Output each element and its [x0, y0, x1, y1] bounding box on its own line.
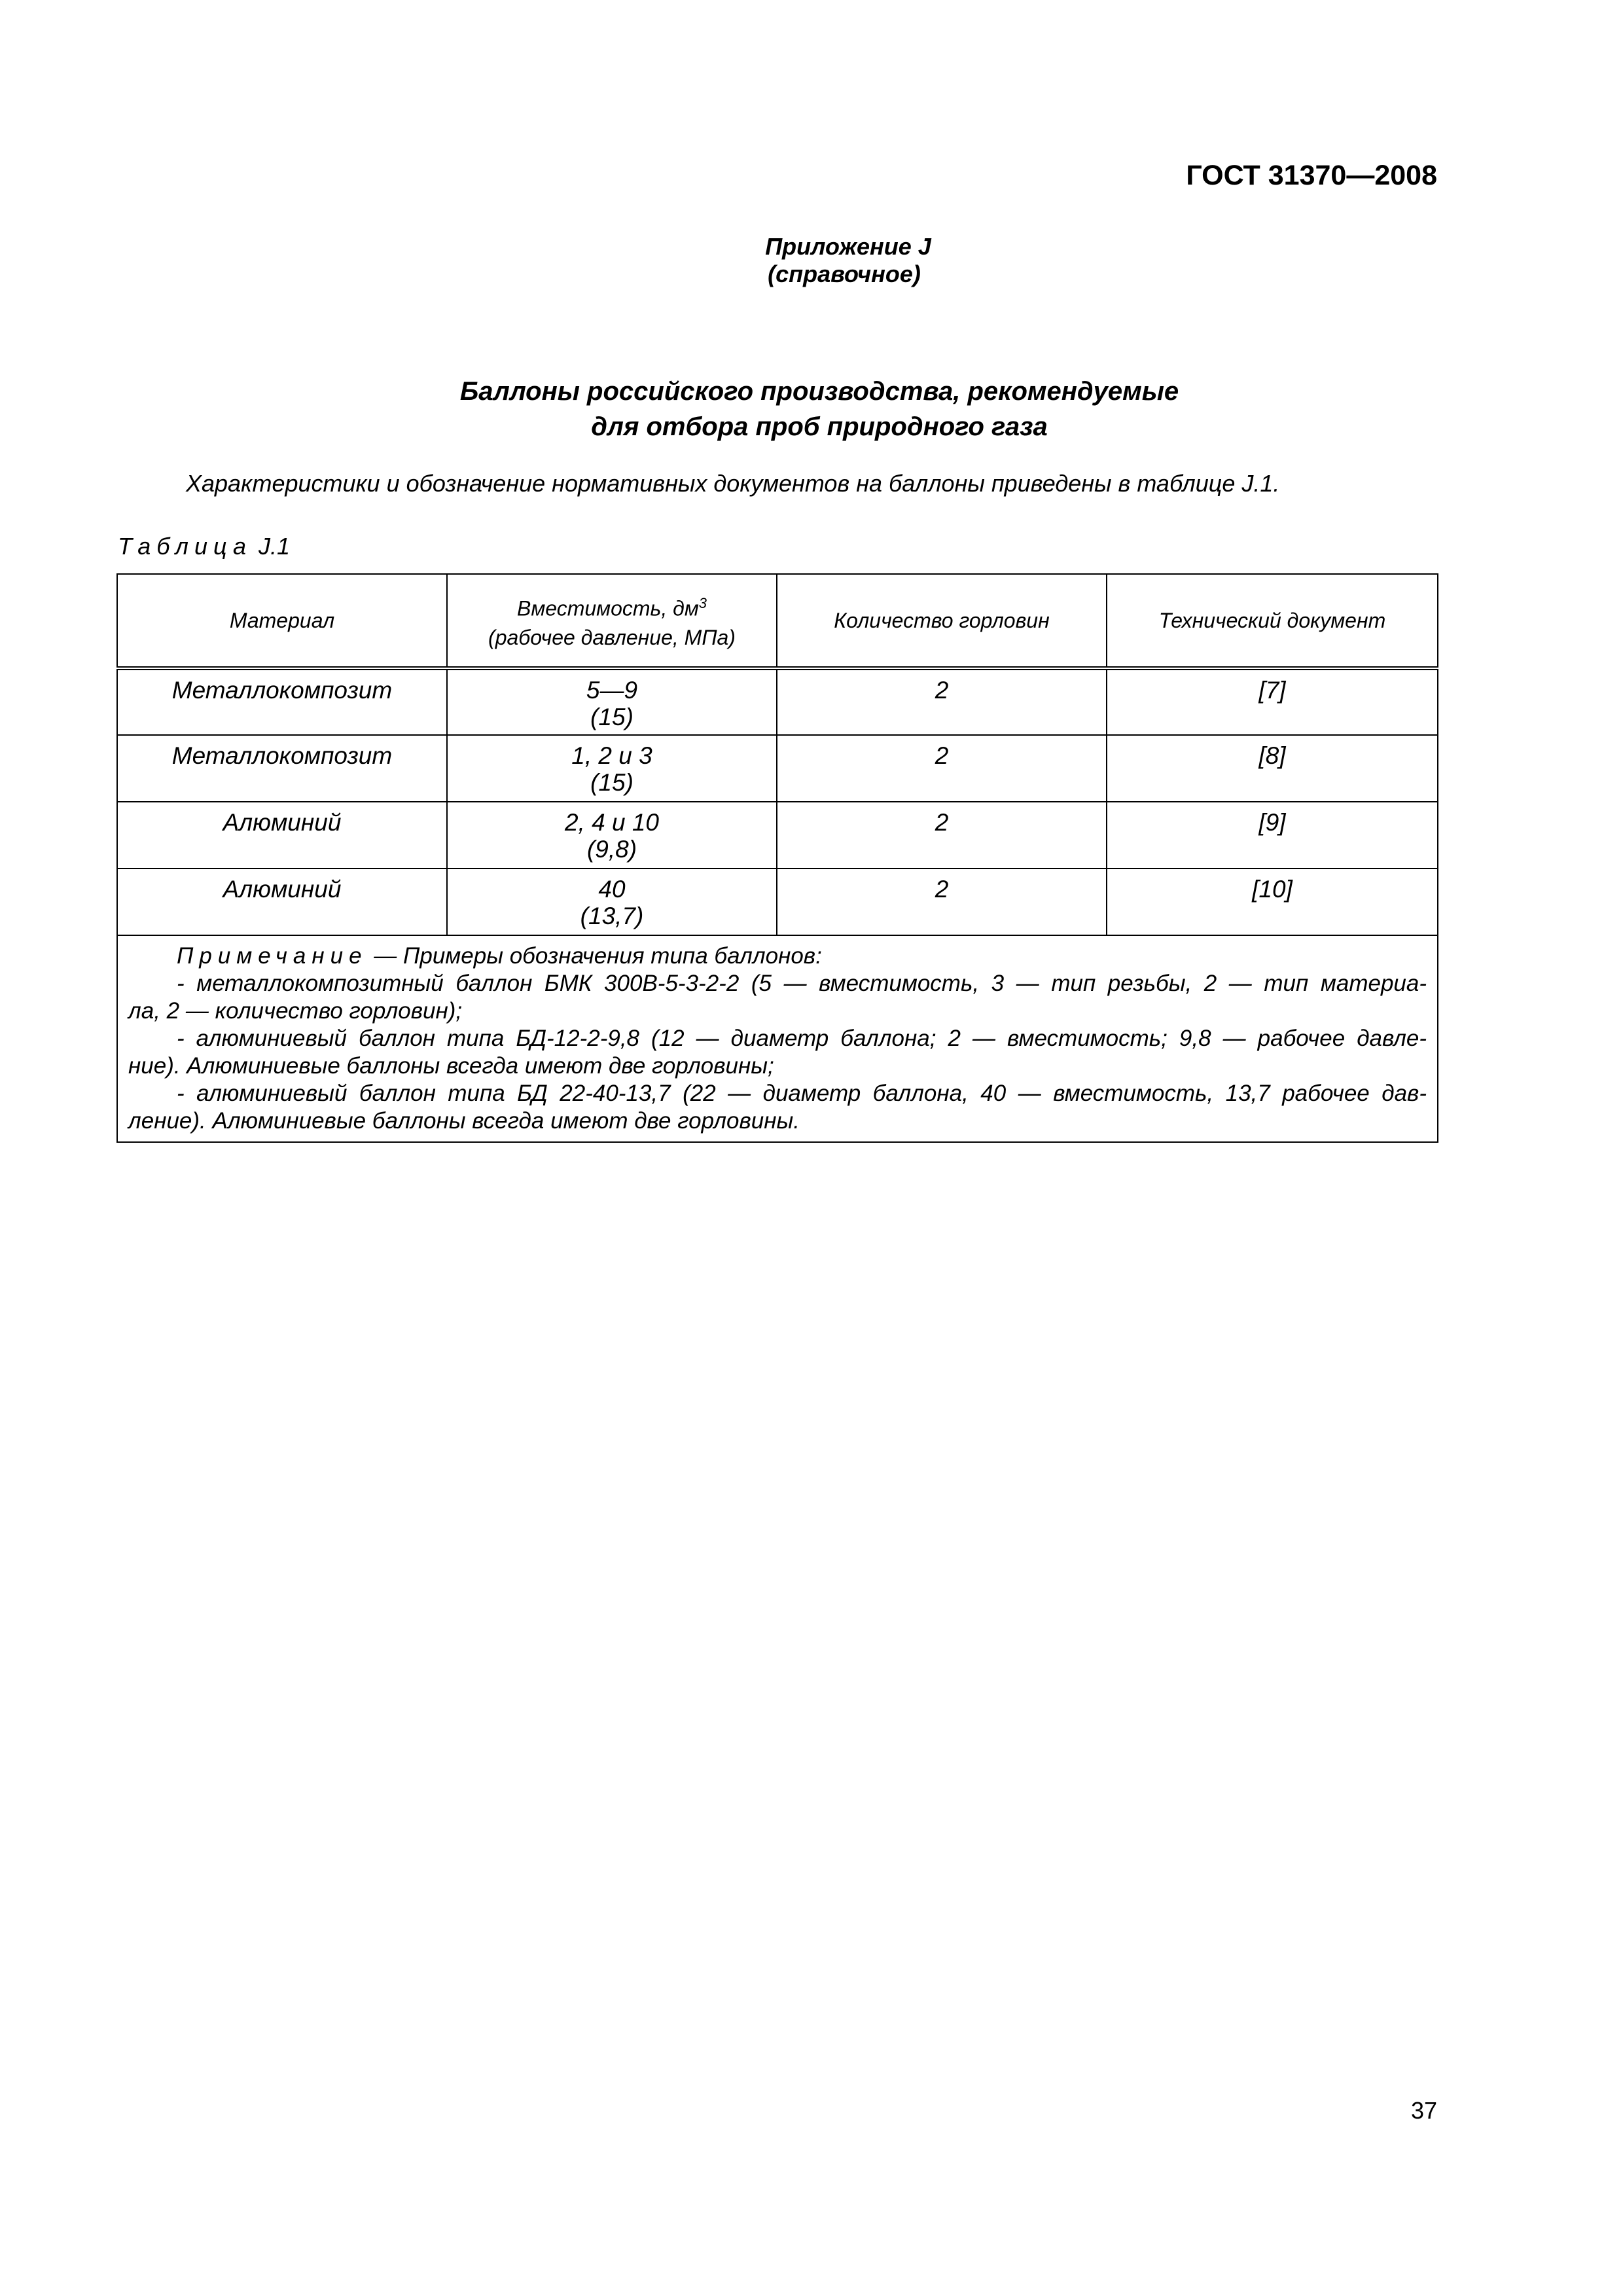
- cell-capacity-value: 5—9: [586, 677, 638, 704]
- note-intro: — Примеры обозначения типа баллонов:: [367, 943, 822, 969]
- cylinders-table: [116, 573, 1438, 1143]
- table-row: [117, 668, 1438, 735]
- note-item-1-line-2: ла, 2 — количество горловин);: [128, 998, 463, 1024]
- cell-necks: 2: [777, 668, 1107, 735]
- table-note-row: [117, 935, 1438, 1142]
- cell-capacity: [447, 869, 777, 935]
- cell-pressure-value: (15): [590, 704, 633, 730]
- cell-document: [10]: [1107, 869, 1438, 935]
- cell-capacity-value: 40: [598, 876, 626, 903]
- header-capacity-superscript: 3: [698, 595, 707, 612]
- table-row: [117, 735, 1438, 802]
- table-note: [117, 935, 1438, 1142]
- cell-necks: 2: [777, 802, 1107, 869]
- table-caption-number: J.1: [259, 533, 291, 560]
- table-row: [117, 869, 1438, 935]
- cell-material: Металлокомпозит: [117, 735, 447, 802]
- cell-material: Алюминий: [117, 869, 447, 935]
- header-necks: Количество горловин: [777, 574, 1107, 668]
- table-row: [117, 802, 1438, 869]
- intro-paragraph: Характеристики и обозначение нормативных документов на баллоны приведены в таблице J.1.: [186, 470, 1280, 497]
- cell-material: Алюминий: [117, 802, 447, 869]
- document-code: ГОСТ 31370—2008: [1186, 160, 1437, 191]
- appendix-title: Приложение J: [765, 233, 931, 260]
- table-caption-word: Таблица: [118, 533, 253, 560]
- note-item-1-line-1: - металлокомпозитный баллон БМК 300В-5-3-2-2 (5 — вместимость, 3 — тип резьбы, 2 — тип материа-: [177, 971, 1427, 996]
- table-header-row: [117, 574, 1438, 668]
- cell-pressure-value: (13,7): [580, 903, 644, 929]
- note-item-2-line-1: - алюминиевый баллон типа БД-12-2-9,8 (12 — диаметр баллона; 2 — вместимость; 9,8 — рабочее давле-: [177, 1026, 1427, 1051]
- note-intro-line: [128, 942, 1427, 970]
- page-number: 37: [1410, 2097, 1437, 2124]
- cell-necks: 2: [777, 869, 1107, 935]
- cell-document: [7]: [1107, 668, 1438, 735]
- cell-necks: 2: [777, 735, 1107, 802]
- cell-pressure-value: (9,8): [586, 836, 637, 863]
- cell-material: Металлокомпозит: [117, 668, 447, 735]
- cell-capacity: [447, 668, 777, 735]
- note-item-3-line-2: ление). Алюминиевые баллоны всегда имеют две горловины.: [128, 1108, 800, 1134]
- cell-capacity-value: 2, 4 и 10: [564, 809, 659, 836]
- header-material: Материал: [117, 574, 447, 668]
- appendix-type: (справочное): [768, 260, 921, 287]
- header-capacity-pressure: (рабочее давление, МПа): [488, 625, 736, 649]
- cell-capacity-value: 1, 2 и 3: [571, 742, 652, 769]
- section-heading-line-1: Баллоны российского производства, рекомендуемые: [459, 377, 1179, 406]
- section-heading-line-2: для отбора проб природного газа: [591, 412, 1048, 441]
- note-item-3-line-1: - алюминиевый баллон типа БД 22-40-13,7 (22 — диаметр баллона, 40 — вместимость, 13,7 рабочее дав-: [177, 1081, 1427, 1106]
- note-label: Примечание: [177, 943, 368, 969]
- cell-capacity: [447, 802, 777, 869]
- table-caption: [118, 533, 290, 560]
- header-document: Технический документ: [1107, 574, 1438, 668]
- cell-document: [9]: [1107, 802, 1438, 869]
- cell-capacity: [447, 735, 777, 802]
- cell-document: [8]: [1107, 735, 1438, 802]
- header-capacity: [447, 574, 777, 668]
- header-capacity-label: Вместимость, дм: [516, 596, 699, 620]
- cell-pressure-value: (15): [590, 769, 633, 796]
- note-item-2-line-2: ние). Алюминиевые баллоны всегда имеют две горловины;: [128, 1053, 774, 1079]
